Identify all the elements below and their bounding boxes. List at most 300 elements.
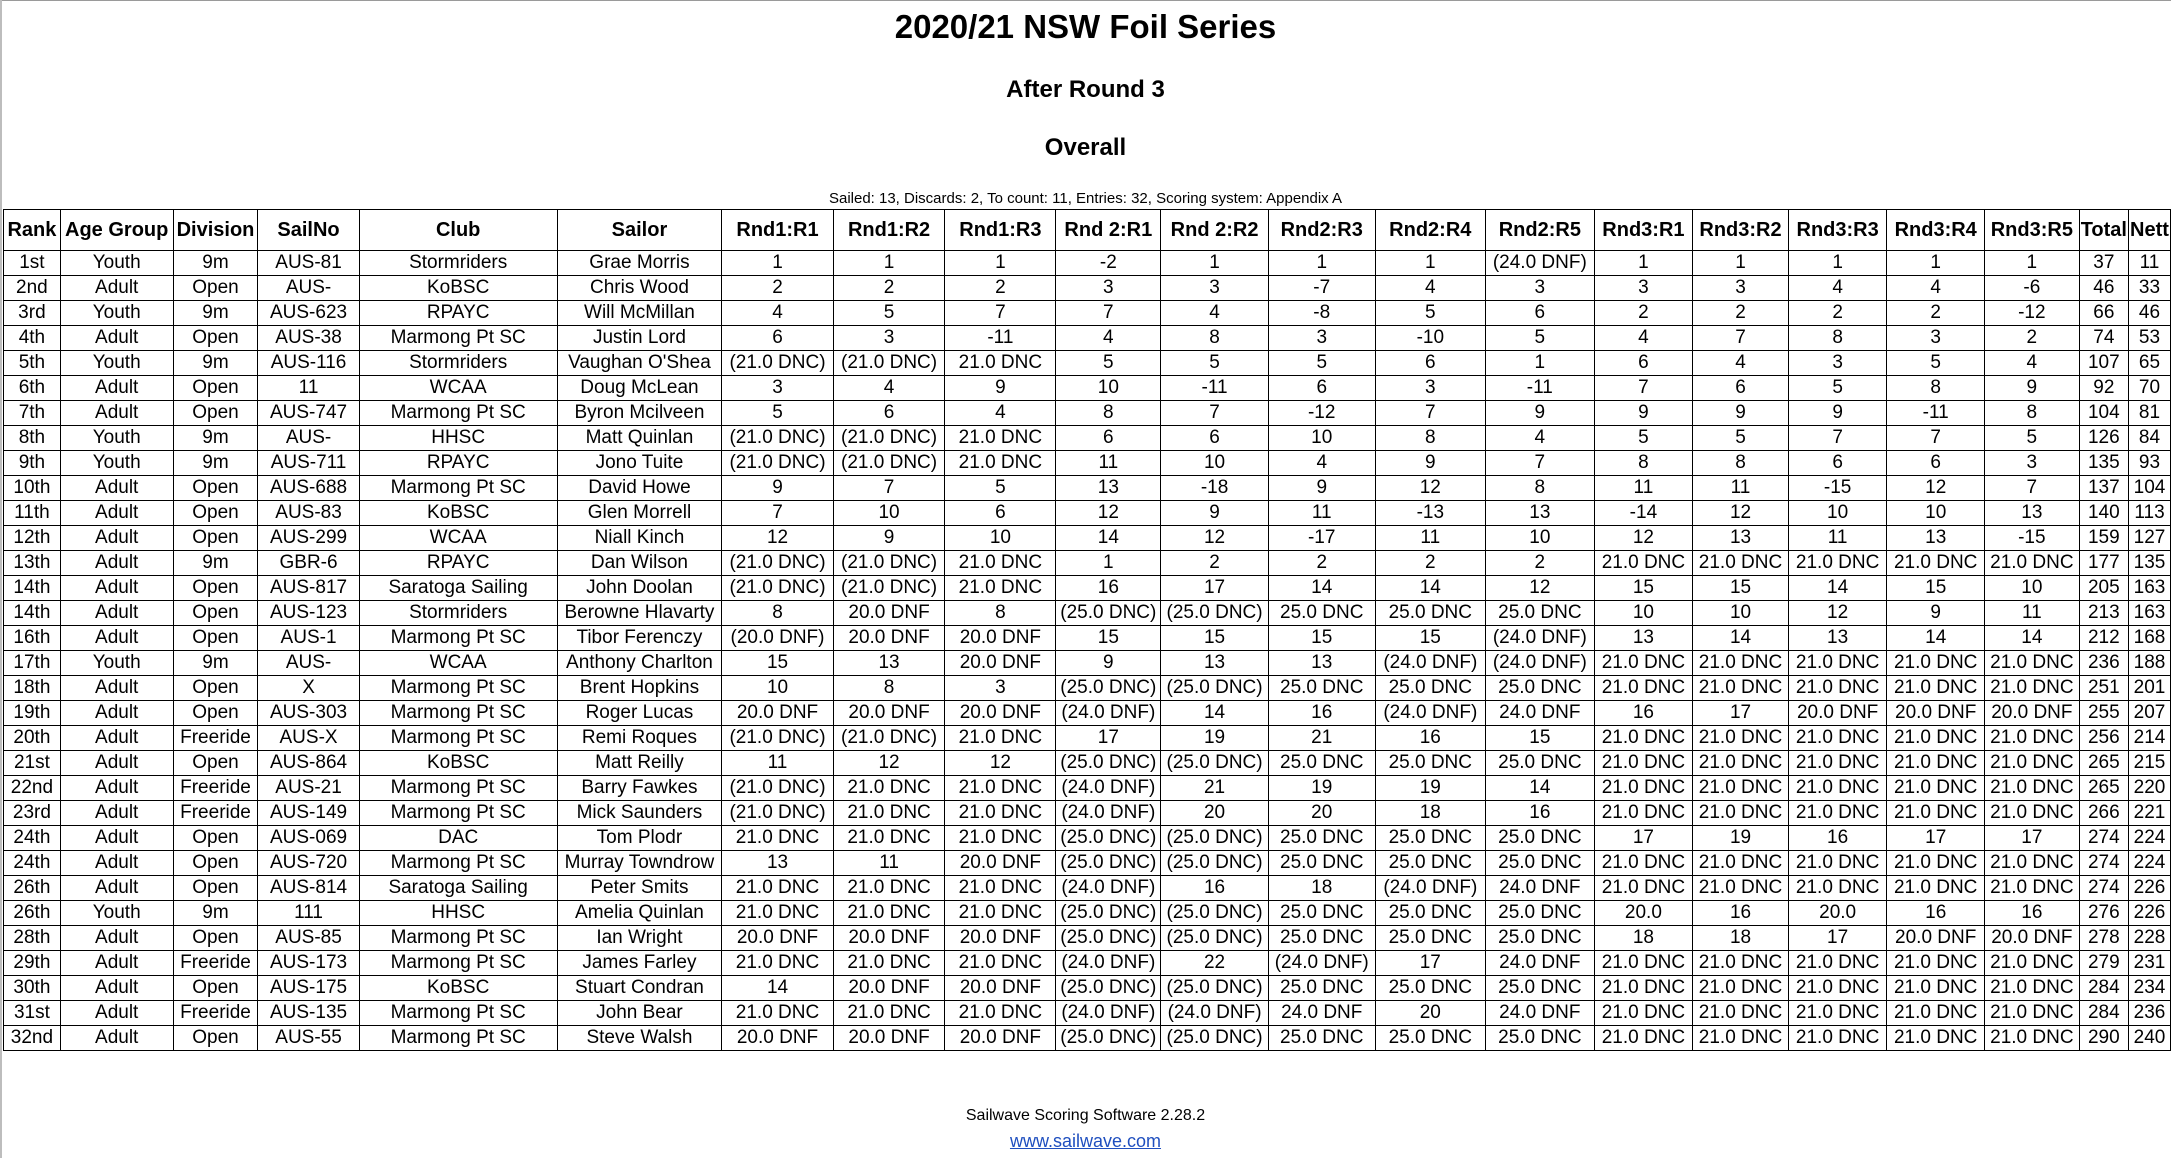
table-cell: (24.0 DNF) xyxy=(1056,876,1161,901)
table-cell: 33 xyxy=(2128,276,2170,301)
table-cell: 21.0 DNC xyxy=(1985,1001,2080,1026)
table-cell: 21.0 DNC xyxy=(1985,726,2080,751)
table-cell: KoBSC xyxy=(359,276,557,301)
table-cell: Steve Walsh xyxy=(557,1026,722,1051)
table-cell: Freeride xyxy=(173,951,258,976)
table-cell: 4 xyxy=(722,301,834,326)
table-cell: 21.0 DNC xyxy=(945,951,1056,976)
table-cell: Adult xyxy=(60,876,173,901)
table-cell: 9 xyxy=(722,476,834,501)
table-cell: AUS-149 xyxy=(258,801,359,826)
table-cell: 21.0 DNC xyxy=(1985,776,2080,801)
table-cell: 21.0 DNC xyxy=(1887,801,1985,826)
table-cell: 20.0 DNF xyxy=(945,851,1056,876)
table-cell: 2 xyxy=(1985,326,2080,351)
table-cell: Open xyxy=(173,376,258,401)
table-cell: 21.0 DNC xyxy=(945,451,1056,476)
table-row xyxy=(4,276,2171,301)
table-cell: 7 xyxy=(945,301,1056,326)
table-cell: Stuart Condran xyxy=(557,976,722,1001)
table-cell: Adult xyxy=(60,326,173,351)
sailwave-link[interactable]: www.sailwave.com xyxy=(1009,1131,1162,1151)
table-cell: 284 xyxy=(2079,976,2128,1001)
table-cell: 15 xyxy=(1594,576,1693,601)
table-cell: KoBSC xyxy=(359,501,557,526)
table-cell: 25.0 DNC xyxy=(1486,1026,1595,1051)
table-cell: 21.0 DNC xyxy=(1594,551,1693,576)
table-cell: KoBSC xyxy=(359,751,557,776)
table-cell: 25.0 DNC xyxy=(1375,926,1486,951)
table-cell: 21.0 DNC xyxy=(1887,676,1985,701)
table-cell: 3 xyxy=(1788,351,1887,376)
column-header: Total xyxy=(2079,210,2128,251)
table-cell: -18 xyxy=(1161,476,1269,501)
table-cell: 25.0 DNC xyxy=(1486,751,1595,776)
table-cell: Open xyxy=(173,276,258,301)
table-cell: 1 xyxy=(722,251,834,276)
table-cell: (25.0 DNC) xyxy=(1161,1026,1269,1051)
table-cell: AUS-38 xyxy=(258,326,359,351)
table-cell: 21.0 DNC xyxy=(945,726,1056,751)
table-cell: 20.0 DNF xyxy=(945,701,1056,726)
table-cell: 213 xyxy=(2079,601,2128,626)
table-cell: 9 xyxy=(1594,401,1693,426)
table-cell: 20.0 DNF xyxy=(1788,701,1887,726)
table-cell: 21.0 DNC xyxy=(945,576,1056,601)
table-cell: 21.0 DNC xyxy=(833,776,945,801)
table-cell: 6 xyxy=(1887,451,1985,476)
table-cell: -15 xyxy=(1788,476,1887,501)
table-cell: Youth xyxy=(60,251,173,276)
table-cell: AUS-711 xyxy=(258,451,359,476)
table-cell: 53 xyxy=(2128,326,2170,351)
table-cell: 21.0 DNC xyxy=(1985,751,2080,776)
column-header: Nett xyxy=(2128,210,2170,251)
table-cell: 7th xyxy=(4,401,61,426)
table-cell: 17 xyxy=(1161,576,1269,601)
table-cell: -13 xyxy=(1375,501,1486,526)
table-cell: 18 xyxy=(1693,926,1789,951)
table-cell: 11 xyxy=(1985,601,2080,626)
table-cell: 14 xyxy=(1985,626,2080,651)
table-cell: KoBSC xyxy=(359,976,557,1001)
table-row xyxy=(4,876,2171,901)
table-cell: (25.0 DNC) xyxy=(1056,901,1161,926)
table-cell: 20.0 DNF xyxy=(833,626,945,651)
table-cell: 236 xyxy=(2128,1001,2170,1026)
table-cell: AUS-1 xyxy=(258,626,359,651)
table-cell: 9 xyxy=(1887,601,1985,626)
table-cell: 21.0 DNC xyxy=(833,901,945,926)
table-row xyxy=(4,551,2171,576)
table-cell: 10 xyxy=(1887,501,1985,526)
table-cell: 9m xyxy=(173,301,258,326)
column-header: Rnd3:R5 xyxy=(1985,210,2080,251)
table-cell: 21.0 DNC xyxy=(1985,676,2080,701)
table-cell: -7 xyxy=(1268,276,1375,301)
table-cell: Open xyxy=(173,526,258,551)
table-cell: 21.0 DNC xyxy=(1594,1001,1693,1026)
table-cell: 16 xyxy=(1788,826,1887,851)
table-cell: AUS-55 xyxy=(258,1026,359,1051)
table-cell: Adult xyxy=(60,926,173,951)
table-cell: WCAA xyxy=(359,376,557,401)
table-cell: 127 xyxy=(2128,526,2170,551)
table-cell: 3 xyxy=(1887,326,1985,351)
table-cell: 21.0 DNC xyxy=(1594,976,1693,1001)
table-cell: 21.0 DNC xyxy=(945,1001,1056,1026)
table-cell: 24th xyxy=(4,851,61,876)
table-cell: 65 xyxy=(2128,351,2170,376)
table-cell: (25.0 DNC) xyxy=(1161,851,1269,876)
table-cell: (21.0 DNC) xyxy=(833,576,945,601)
table-cell: Open xyxy=(173,926,258,951)
table-cell: 290 xyxy=(2079,1026,2128,1051)
table-cell: (21.0 DNC) xyxy=(833,351,945,376)
table-cell: 25.0 DNC xyxy=(1268,676,1375,701)
table-row xyxy=(4,476,2171,501)
table-cell: WCAA xyxy=(359,526,557,551)
software-credit: Sailwave Scoring Software 2.28.2 xyxy=(965,1107,1206,1124)
table-cell: 21.0 DNC xyxy=(1887,951,1985,976)
table-cell: 140 xyxy=(2079,501,2128,526)
table-cell: (21.0 DNC) xyxy=(722,776,834,801)
table-cell: (24.0 DNF) xyxy=(1056,801,1161,826)
table-cell: Adult xyxy=(60,701,173,726)
table-cell: Jono Tuite xyxy=(557,451,722,476)
table-cell: 135 xyxy=(2079,451,2128,476)
table-cell: 25.0 DNC xyxy=(1375,601,1486,626)
table-cell: AUS-83 xyxy=(258,501,359,526)
results-summary: Sailed: 13, Discards: 2, To count: 11, Entries: 32, Scoring system: Appendix A xyxy=(828,190,1343,207)
table-cell: 21.0 DNC xyxy=(1594,801,1693,826)
table-cell: 5 xyxy=(1056,351,1161,376)
table-cell: 21.0 DNC xyxy=(1693,651,1789,676)
table-cell: Open xyxy=(173,576,258,601)
table-cell: Ian Wright xyxy=(557,926,722,951)
table-cell: 19 xyxy=(1693,826,1789,851)
table-cell: 16 xyxy=(1056,576,1161,601)
table-cell: 256 xyxy=(2079,726,2128,751)
table-cell: -11 xyxy=(1161,376,1269,401)
table-cell: 21.0 DNC xyxy=(1788,751,1887,776)
table-cell: 20 xyxy=(1161,801,1269,826)
table-row xyxy=(4,976,2171,1001)
table-cell: 21.0 DNC xyxy=(1887,976,1985,1001)
table-cell: Adult xyxy=(60,601,173,626)
table-cell: -14 xyxy=(1594,501,1693,526)
table-cell: -11 xyxy=(945,326,1056,351)
table-cell: Brent Hopkins xyxy=(557,676,722,701)
table-row xyxy=(4,851,2171,876)
table-cell: 111 xyxy=(258,901,359,926)
table-row xyxy=(4,501,2171,526)
table-cell: 4 xyxy=(1268,451,1375,476)
table-cell: Barry Fawkes xyxy=(557,776,722,801)
table-cell: 18 xyxy=(1594,926,1693,951)
table-cell: 21.0 DNC xyxy=(945,826,1056,851)
table-cell: (25.0 DNC) xyxy=(1161,926,1269,951)
table-cell: 12th xyxy=(4,526,61,551)
table-cell: 9m xyxy=(173,426,258,451)
table-cell: 4 xyxy=(1056,326,1161,351)
table-cell: 20.0 DNF xyxy=(1887,926,1985,951)
table-cell: 18th xyxy=(4,676,61,701)
table-cell: 7 xyxy=(833,476,945,501)
table-cell: 21.0 DNC xyxy=(1788,726,1887,751)
table-cell: Open xyxy=(173,876,258,901)
table-row xyxy=(4,1026,2171,1051)
table-cell: (24.0 DNF) xyxy=(1161,1001,1269,1026)
table-cell: Open xyxy=(173,676,258,701)
table-row xyxy=(4,676,2171,701)
table-cell: 16 xyxy=(1887,901,1985,926)
table-cell: 21.0 DNC xyxy=(833,876,945,901)
table-cell: 9 xyxy=(1693,401,1789,426)
table-cell: 23rd xyxy=(4,801,61,826)
table-cell: Adult xyxy=(60,551,173,576)
table-cell: 17th xyxy=(4,651,61,676)
table-cell: AUS-299 xyxy=(258,526,359,551)
table-cell: Freeride xyxy=(173,726,258,751)
table-cell: 226 xyxy=(2128,876,2170,901)
table-cell: 135 xyxy=(2128,551,2170,576)
table-cell: 1 xyxy=(945,251,1056,276)
table-cell: 12 xyxy=(1788,601,1887,626)
table-cell: 15 xyxy=(1693,576,1789,601)
table-cell: 21.0 DNC xyxy=(833,801,945,826)
results-table xyxy=(3,209,2171,1051)
table-cell: 4 xyxy=(1693,351,1789,376)
table-cell: Tom Plodr xyxy=(557,826,722,851)
table-cell: 21.0 DNC xyxy=(945,876,1056,901)
table-cell: Open xyxy=(173,476,258,501)
table-cell: 21.0 DNC xyxy=(1985,951,2080,976)
table-cell: 32nd xyxy=(4,1026,61,1051)
table-cell: 10 xyxy=(1268,426,1375,451)
table-cell: 5 xyxy=(1268,351,1375,376)
table-cell: 20.0 DNF xyxy=(722,701,834,726)
table-cell: 159 xyxy=(2079,526,2128,551)
table-cell: Saratoga Sailing xyxy=(359,576,557,601)
table-cell: (24.0 DNF) xyxy=(1056,1001,1161,1026)
table-cell: Freeride xyxy=(173,776,258,801)
table-cell: 1 xyxy=(1788,251,1887,276)
table-cell: 5 xyxy=(1594,426,1693,451)
table-cell: 231 xyxy=(2128,951,2170,976)
table-cell: 16 xyxy=(1486,801,1595,826)
table-cell: (24.0 DNF) xyxy=(1056,776,1161,801)
table-cell: 21.0 DNC xyxy=(1788,776,1887,801)
table-cell: 26th xyxy=(4,876,61,901)
table-cell: 274 xyxy=(2079,826,2128,851)
table-row xyxy=(4,426,2171,451)
table-cell: Dan Wilson xyxy=(557,551,722,576)
table-cell: 6 xyxy=(1693,376,1789,401)
table-cell: 66 xyxy=(2079,301,2128,326)
table-cell: 4 xyxy=(833,376,945,401)
table-cell: 3 xyxy=(1056,276,1161,301)
table-cell: 21.0 DNC xyxy=(1985,801,2080,826)
table-cell: 14 xyxy=(1375,576,1486,601)
table-cell: 4 xyxy=(1486,426,1595,451)
table-cell: 276 xyxy=(2079,901,2128,926)
table-cell: 163 xyxy=(2128,601,2170,626)
table-cell: AUS- xyxy=(258,426,359,451)
table-cell: 16 xyxy=(1268,701,1375,726)
table-cell: 21.0 DNC xyxy=(1887,726,1985,751)
table-header-row xyxy=(4,210,2171,251)
table-cell: (25.0 DNC) xyxy=(1161,601,1269,626)
table-row xyxy=(4,401,2171,426)
table-cell: 25.0 DNC xyxy=(1268,976,1375,1001)
table-cell: 7 xyxy=(1887,426,1985,451)
table-cell: Adult xyxy=(60,526,173,551)
table-cell: 21.0 DNC xyxy=(1887,651,1985,676)
table-cell: 12 xyxy=(833,751,945,776)
table-cell: 21.0 DNC xyxy=(1594,776,1693,801)
table-cell: 28th xyxy=(4,926,61,951)
table-cell: 6 xyxy=(1161,426,1269,451)
table-cell: 21.0 DNC xyxy=(1887,1026,1985,1051)
table-cell: James Farley xyxy=(557,951,722,976)
table-cell: 20.0 DNF xyxy=(945,926,1056,951)
table-row xyxy=(4,451,2171,476)
table-cell: Stormriders xyxy=(359,351,557,376)
table-cell: 7 xyxy=(1594,376,1693,401)
table-cell: 9m xyxy=(173,551,258,576)
table-cell: -12 xyxy=(1268,401,1375,426)
table-cell: 2 xyxy=(1161,551,1269,576)
table-cell: (21.0 DNC) xyxy=(833,426,945,451)
table-cell: 25.0 DNC xyxy=(1486,676,1595,701)
table-cell: 25.0 DNC xyxy=(1375,1026,1486,1051)
table-cell: 10 xyxy=(1594,601,1693,626)
table-cell: 5 xyxy=(833,301,945,326)
table-cell: AUS- xyxy=(258,276,359,301)
table-cell: 5 xyxy=(1985,426,2080,451)
table-cell: 15 xyxy=(1161,626,1269,651)
table-cell: (24.0 DNF) xyxy=(1486,651,1595,676)
table-cell: 25.0 DNC xyxy=(1375,901,1486,926)
table-cell: 3 xyxy=(945,676,1056,701)
table-cell: (25.0 DNC) xyxy=(1056,676,1161,701)
table-cell: Adult xyxy=(60,801,173,826)
table-cell: 21.0 DNC xyxy=(1788,801,1887,826)
table-cell: 6 xyxy=(833,401,945,426)
table-cell: 7 xyxy=(1161,401,1269,426)
table-row xyxy=(4,576,2171,601)
table-cell: 21.0 DNC xyxy=(1594,851,1693,876)
table-cell: AUS-135 xyxy=(258,1001,359,1026)
table-cell: Marmong Pt SC xyxy=(359,326,557,351)
table-cell: (25.0 DNC) xyxy=(1161,751,1269,776)
table-cell: Mick Saunders xyxy=(557,801,722,826)
table-cell: 20 xyxy=(1268,801,1375,826)
table-cell: 20th xyxy=(4,726,61,751)
table-cell: AUS-123 xyxy=(258,601,359,626)
table-cell: 25.0 DNC xyxy=(1268,926,1375,951)
table-cell: Youth xyxy=(60,451,173,476)
table-cell: 11 xyxy=(1788,526,1887,551)
table-cell: AUS-116 xyxy=(258,351,359,376)
table-cell: 18 xyxy=(1375,801,1486,826)
table-cell: 251 xyxy=(2079,676,2128,701)
table-cell: 10 xyxy=(1985,576,2080,601)
table-cell: Freeride xyxy=(173,801,258,826)
table-cell: 5 xyxy=(1486,326,1595,351)
section-title: Overall xyxy=(1044,134,1127,161)
table-cell: 9 xyxy=(1486,401,1595,426)
table-cell: 14 xyxy=(1161,701,1269,726)
table-cell: AUS-688 xyxy=(258,476,359,501)
table-cell: 25.0 DNC xyxy=(1375,676,1486,701)
table-cell: 11 xyxy=(258,376,359,401)
table-cell: 3rd xyxy=(4,301,61,326)
table-cell: 9 xyxy=(1268,476,1375,501)
table-cell: 274 xyxy=(2079,851,2128,876)
table-cell: 21.0 DNC xyxy=(1594,676,1693,701)
table-cell: WCAA xyxy=(359,651,557,676)
table-cell: Marmong Pt SC xyxy=(359,1001,557,1026)
table-row xyxy=(4,801,2171,826)
table-cell: Marmong Pt SC xyxy=(359,626,557,651)
table-cell: Amelia Quinlan xyxy=(557,901,722,926)
table-cell: 20 xyxy=(1375,1001,1486,1026)
table-cell: 10th xyxy=(4,476,61,501)
table-cell: Marmong Pt SC xyxy=(359,476,557,501)
page-subtitle: After Round 3 xyxy=(1006,76,1165,103)
table-cell: 21.0 DNC xyxy=(833,951,945,976)
table-cell: AUS-X xyxy=(258,726,359,751)
table-cell: Marmong Pt SC xyxy=(359,701,557,726)
table-cell: 21.0 DNC xyxy=(1693,976,1789,1001)
table-cell: Marmong Pt SC xyxy=(359,801,557,826)
table-cell: 9 xyxy=(1788,401,1887,426)
table-cell: Open xyxy=(173,701,258,726)
table-cell: 19th xyxy=(4,701,61,726)
table-cell: 15 xyxy=(1056,626,1161,651)
table-cell: AUS-864 xyxy=(258,751,359,776)
table-cell: 14 xyxy=(1887,626,1985,651)
table-cell: (24.0 DNF) xyxy=(1486,251,1595,276)
table-cell: RPAYC xyxy=(359,301,557,326)
table-cell: Marmong Pt SC xyxy=(359,726,557,751)
table-cell: -10 xyxy=(1375,326,1486,351)
table-cell: 21.0 DNC xyxy=(1693,851,1789,876)
table-cell: 21.0 DNC xyxy=(1693,951,1789,976)
table-cell: 21.0 DNC xyxy=(945,776,1056,801)
column-header: Rnd 2:R1 xyxy=(1056,210,1161,251)
table-cell: 20.0 xyxy=(1594,901,1693,926)
table-cell: 24.0 DNF xyxy=(1486,951,1595,976)
table-cell: Adult xyxy=(60,276,173,301)
table-cell: 16 xyxy=(1594,701,1693,726)
table-cell: Marmong Pt SC xyxy=(359,851,557,876)
table-cell: (21.0 DNC) xyxy=(833,451,945,476)
table-cell: (20.0 DNF) xyxy=(722,626,834,651)
table-row xyxy=(4,726,2171,751)
table-cell: 2nd xyxy=(4,276,61,301)
table-cell: 11 xyxy=(833,851,945,876)
table-cell: 10 xyxy=(833,501,945,526)
table-cell: Adult xyxy=(60,401,173,426)
table-cell: 21.0 DNC xyxy=(1985,651,2080,676)
table-cell: 21.0 DNC xyxy=(945,426,1056,451)
table-cell: Marmong Pt SC xyxy=(359,401,557,426)
table-cell: 18 xyxy=(1268,876,1375,901)
table-cell: 25.0 DNC xyxy=(1486,601,1595,626)
